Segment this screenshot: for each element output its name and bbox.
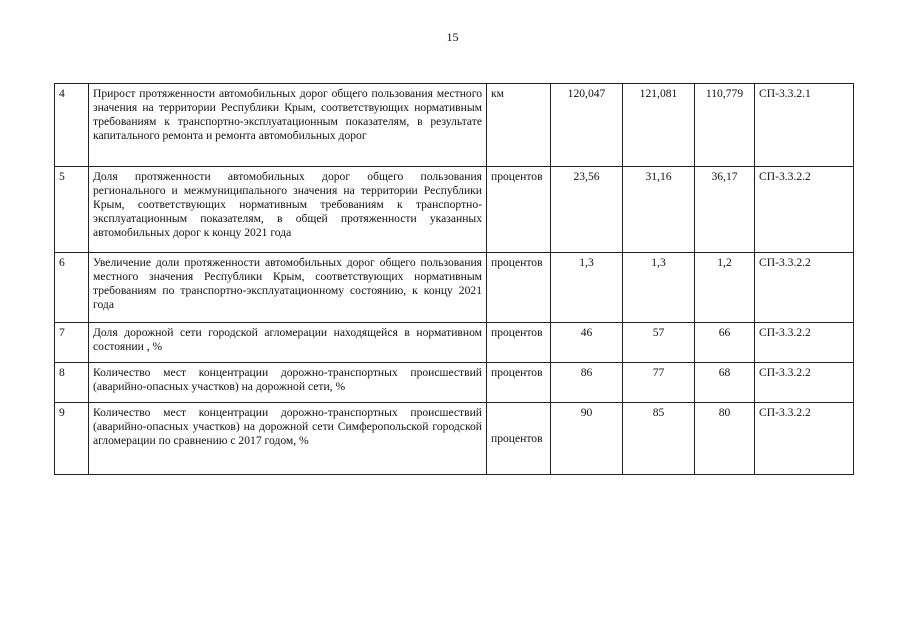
row-number: 9 bbox=[55, 403, 89, 475]
value-cell-2: 121,081 bbox=[623, 84, 695, 167]
unit-cell: процентов bbox=[487, 167, 551, 253]
indicator-description: Количество мест концентрации дорожно-транспортных происшествий (аварийно-опасных участков) на дорожной сети, % bbox=[89, 363, 487, 403]
indicators-table bbox=[54, 83, 854, 475]
value-cell-1: 46 bbox=[551, 323, 623, 363]
code-cell: СП-3.3.2.1 bbox=[755, 84, 854, 167]
row-number: 4 bbox=[55, 84, 89, 167]
row-number: 7 bbox=[55, 323, 89, 363]
row-number: 5 bbox=[55, 167, 89, 253]
value-cell-3: 66 bbox=[695, 323, 755, 363]
unit-cell: процентов bbox=[487, 363, 551, 403]
indicator-description: Доля протяженности автомобильных дорог общего пользования регионального и межмуниципального значения на территории Республики Крым, соответствующих нормативным требованиям к транспортно-эксплуатационным показателям, в общей протяженности указанных автомобильных дорог к концу 2021 года bbox=[89, 167, 487, 253]
value-cell-1: 1,3 bbox=[551, 253, 623, 323]
value-cell-1: 90 bbox=[551, 403, 623, 475]
table-row bbox=[55, 84, 854, 167]
value-cell-1: 86 bbox=[551, 363, 623, 403]
value-cell-2: 85 bbox=[623, 403, 695, 475]
value-cell-2: 77 bbox=[623, 363, 695, 403]
indicator-description: Доля дорожной сети городской агломерации находящейся в нормативном состоянии , % bbox=[89, 323, 487, 363]
value-cell-3: 36,17 bbox=[695, 167, 755, 253]
table-row bbox=[55, 167, 854, 253]
value-cell-2: 31,16 bbox=[623, 167, 695, 253]
code-cell: СП-3.3.2.2 bbox=[755, 403, 854, 475]
unit-cell: процентов bbox=[487, 403, 551, 475]
row-number: 8 bbox=[55, 363, 89, 403]
value-cell-2: 57 bbox=[623, 323, 695, 363]
value-cell-2: 1,3 bbox=[623, 253, 695, 323]
unit-cell: км bbox=[487, 84, 551, 167]
indicator-description: Прирост протяженности автомобильных дорог общего пользования местного значения на территории Республики Крым, соответствующих нормативным требованиям к транспортно-эксплуатационным показателям, в результате капитального ремонта и ремонта автомобильных дорог bbox=[89, 84, 487, 167]
code-cell: СП-3.3.2.2 bbox=[755, 167, 854, 253]
value-cell-1: 120,047 bbox=[551, 84, 623, 167]
code-cell: СП-3.3.2.2 bbox=[755, 363, 854, 403]
code-cell: СП-3.3.2.2 bbox=[755, 253, 854, 323]
value-cell-3: 80 bbox=[695, 403, 755, 475]
value-cell-3: 1,2 bbox=[695, 253, 755, 323]
value-cell-3: 68 bbox=[695, 363, 755, 403]
indicator-description: Количество мест концентрации дорожно-транспортных происшествий (аварийно-опасных участков) на дорожной сети Симферопольской городской агломерации по сравнению с 2017 годом, % bbox=[89, 403, 487, 475]
indicator-description: Увеличение доли протяженности автомобильных дорог общего пользования местного значения Республики Крым, соответствующих нормативным требованиям по транспортно-эксплуатационному состоянию, к концу 2021 года bbox=[89, 253, 487, 323]
unit-cell: процентов bbox=[487, 253, 551, 323]
unit-cell: процентов bbox=[487, 323, 551, 363]
row-number: 6 bbox=[55, 253, 89, 323]
table-row bbox=[55, 253, 854, 323]
table-row bbox=[55, 323, 854, 363]
table-row bbox=[55, 363, 854, 403]
code-cell: СП-3.3.2.2 bbox=[755, 323, 854, 363]
value-cell-1: 23,56 bbox=[551, 167, 623, 253]
page-number: 15 bbox=[446, 30, 459, 44]
value-cell-3: 110,779 bbox=[695, 84, 755, 167]
table-row bbox=[55, 403, 854, 475]
